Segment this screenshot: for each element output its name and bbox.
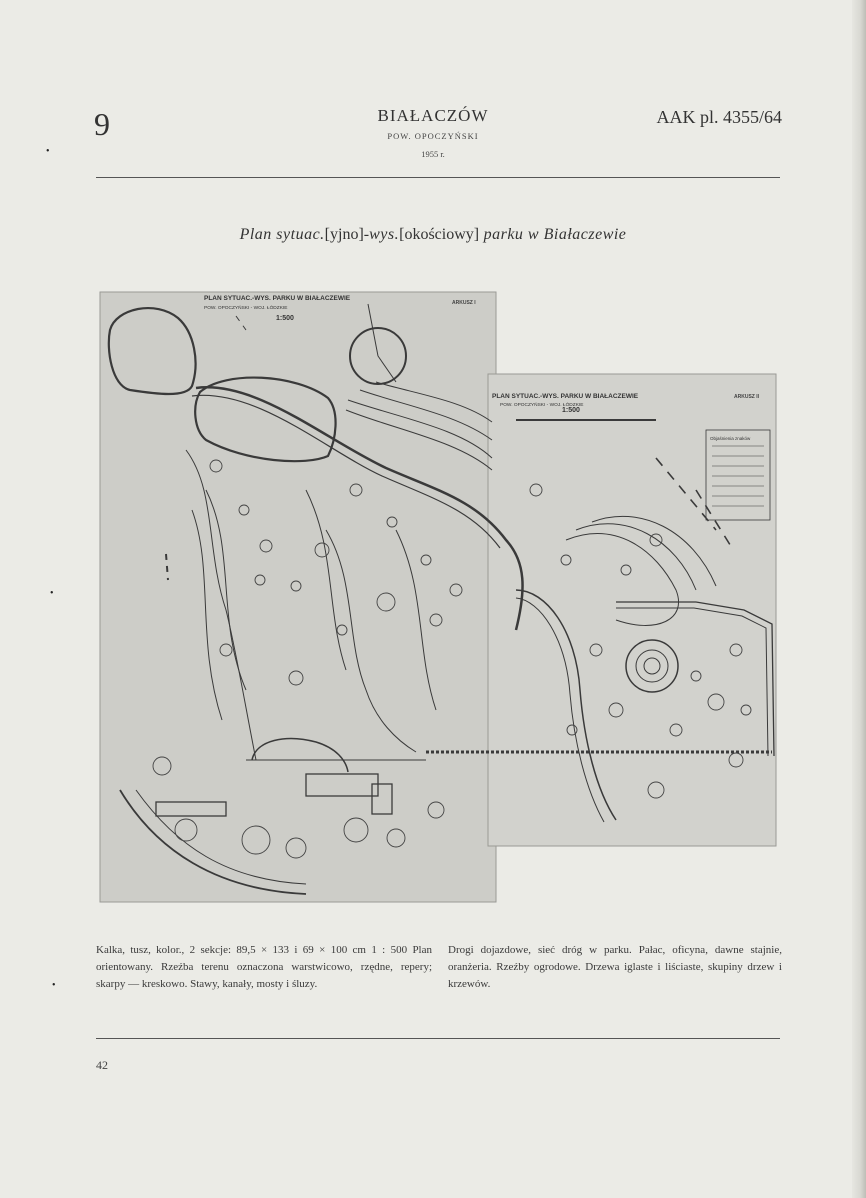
caption-part-1: Plan sytuac. bbox=[239, 226, 325, 243]
header-rule bbox=[96, 177, 780, 178]
margin-mark: • bbox=[46, 146, 50, 157]
caption-part-4: [okościowy] bbox=[399, 226, 480, 243]
legend-title: Objaśnienia znaków bbox=[710, 436, 751, 441]
sheet2-scale: 1:500 bbox=[562, 407, 580, 414]
page-subtitle: POW. OPOCZYŃSKI bbox=[387, 131, 479, 141]
sheet1-scale: 1:500 bbox=[276, 315, 294, 322]
page-edge-shadow bbox=[852, 0, 866, 1198]
margin-mark: • bbox=[50, 588, 54, 599]
catalog-number: AAK pl. 4355/64 bbox=[656, 107, 782, 127]
description-left: Kalka, tusz, kolor., 2 sekcje: 89,5 × 133 i 69 × 100 cm 1 : 500 Plan orientowany. Rzeźba terenu oznaczona warstwicowo, rzędne, repery; skarpy — kreskowo. Stawy, kanały, mosty i śluzy. bbox=[96, 944, 432, 990]
page-year: 1955 r. bbox=[421, 149, 445, 159]
sheet2-subtitle: POW. OPOCZYŃSKI - WOJ. ŁÓDZKIE bbox=[500, 403, 584, 408]
sheet2-sheet-no: ARKUSZ II bbox=[734, 394, 759, 400]
figure-caption bbox=[0, 226, 866, 244]
sheet1-sheet-no: ARKUSZ I bbox=[452, 300, 476, 306]
sheet1-subtitle: POW. OPOCZYŃSKI - WOJ. ŁÓDZKIE bbox=[204, 306, 288, 311]
park-plan-map bbox=[96, 290, 780, 906]
footer-rule bbox=[96, 1038, 780, 1039]
caption-part-3: wys. bbox=[369, 226, 400, 243]
margin-mark: • bbox=[52, 980, 56, 991]
sheet2-title: PLAN SYTUAC.-WYS. PARKU W BIAŁACZEWIE bbox=[492, 393, 639, 400]
caption-part-2: [yjno]- bbox=[324, 226, 370, 243]
sheet1-title: PLAN SYTUAC.-WYS. PARKU W BIAŁACZEWIE bbox=[204, 295, 351, 302]
plate-number: 9 bbox=[94, 106, 110, 142]
map-sheet-2 bbox=[488, 374, 776, 846]
header-center bbox=[333, 106, 533, 159]
page-title: BIAŁACZÓW bbox=[377, 106, 489, 125]
description-right: Drogi dojazdowe, sieć dróg w parku. Pałac, oficyna, dawne stajnie, oranżeria. Rzeźby ogrodowe. Drzewa iglaste i liściaste, skupiny drzew i krzewów. bbox=[448, 944, 782, 990]
page-number: 42 bbox=[96, 1058, 108, 1072]
caption-part-5: parku w Białaczewie bbox=[479, 226, 627, 243]
